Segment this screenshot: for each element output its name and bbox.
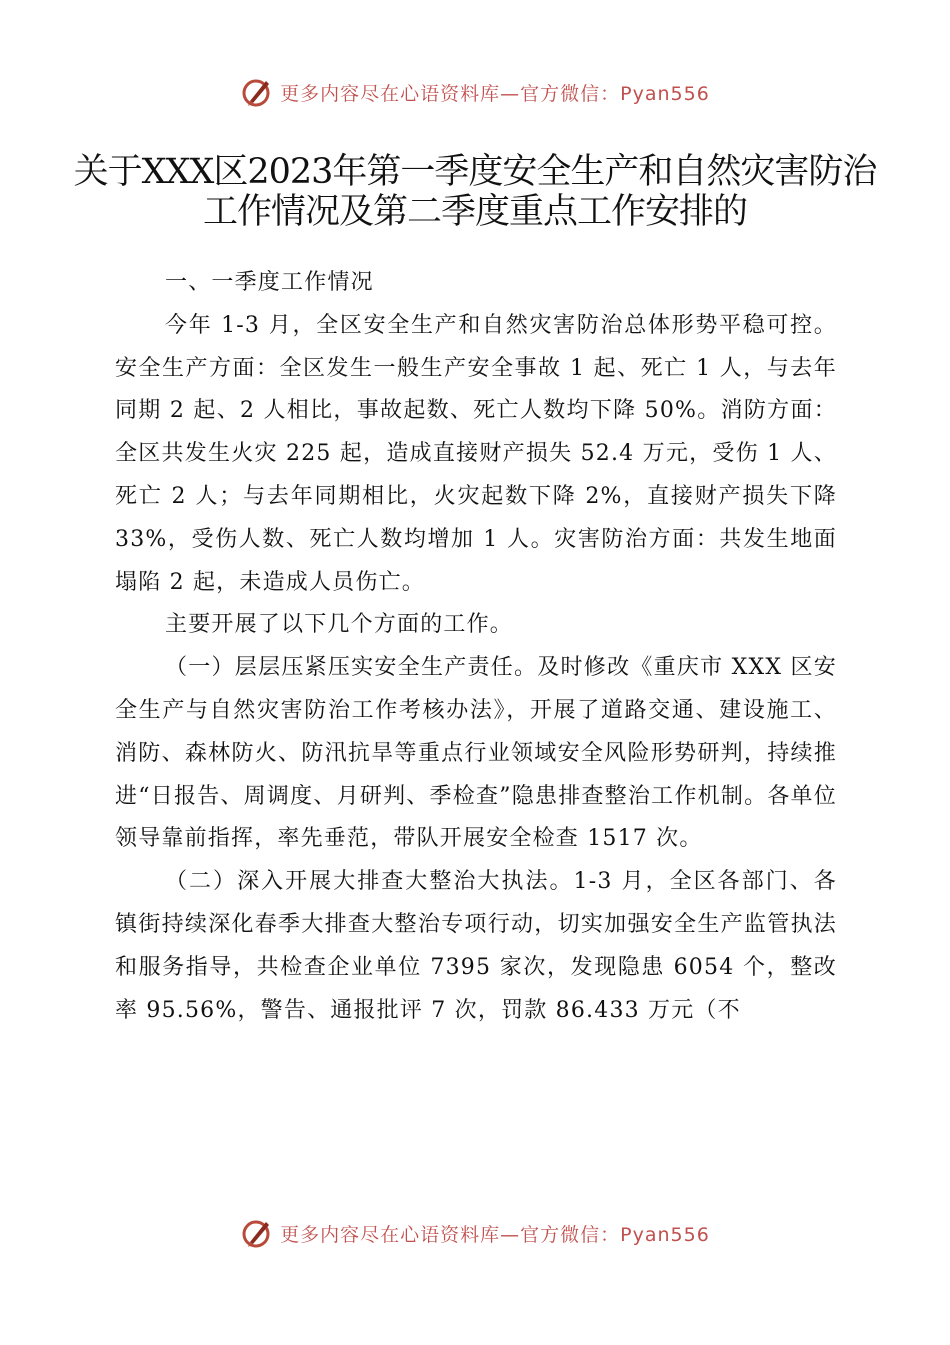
- pen-logo-icon: [240, 1216, 274, 1250]
- section-heading: 一、一季度工作情况: [165, 270, 374, 295]
- footer-banner: [0, 1213, 950, 1253]
- paragraph: 主要开展了以下几个方面的工作。: [165, 612, 514, 638]
- document-title: 关于XXX区2023年第一季度安全生产和自然灾害防治工作情况及第二季度重点工作安排的: [73, 152, 877, 232]
- paragraph: 今年 1-3 月，全区安全生产和自然灾害防治总体形势平稳可控。安全生产方面：全区发生一般生产安全事故 1 起、死亡 1 人，与去年同期 2 起、2 人相比，事故起数、死亡人数均下降 50%。消防方面：全区共发生火灾 225 起，造成直接财产损失 52.4 万元，受伤 1 人、死亡 2 人；与去年同期相比，火灾起数下降 2%，直接财产损失下降 33%，受伤人数、死亡人数均增加 1 人。灾害防治方面：共发生地面塌陷 2 起，未造成人员伤亡。: [115, 312, 837, 595]
- paragraph: （二）深入开展大排查大整治大执法。1-3 月，全区各部门、各镇街持续深化春季大排查大整治专项行动，切实加强安全生产监管执法和服务指导，共检查企业单位 7395 家次，发现隐患 6054 个，整改率 95.56%，警告、通报批评 7 次，罚款 86.433 万元（不: [115, 869, 837, 1023]
- document-body: [115, 262, 837, 1032]
- pen-logo-icon: [240, 75, 274, 109]
- header-banner: [0, 72, 950, 112]
- footer-banner-text: 更多内容尽在心语资料库—官方微信：Pyan556: [280, 1223, 710, 1246]
- header-banner-text: 更多内容尽在心语资料库—官方微信：Pyan556: [280, 82, 710, 105]
- paragraph: （一）层层压紧压实安全生产责任。及时修改《重庆市 XXX 区安全生产与自然灾害防治工作考核办法》，开展了道路交通、建设施工、消防、森林防火、防汛抗旱等重点行业领域安全风险形势研判，持续推进“日报告、周调度、月研判、季检查”隐患排查整治工作机制。各单位领导靠前指挥，率先垂范，带队开展安全检查 1517 次。: [115, 655, 837, 852]
